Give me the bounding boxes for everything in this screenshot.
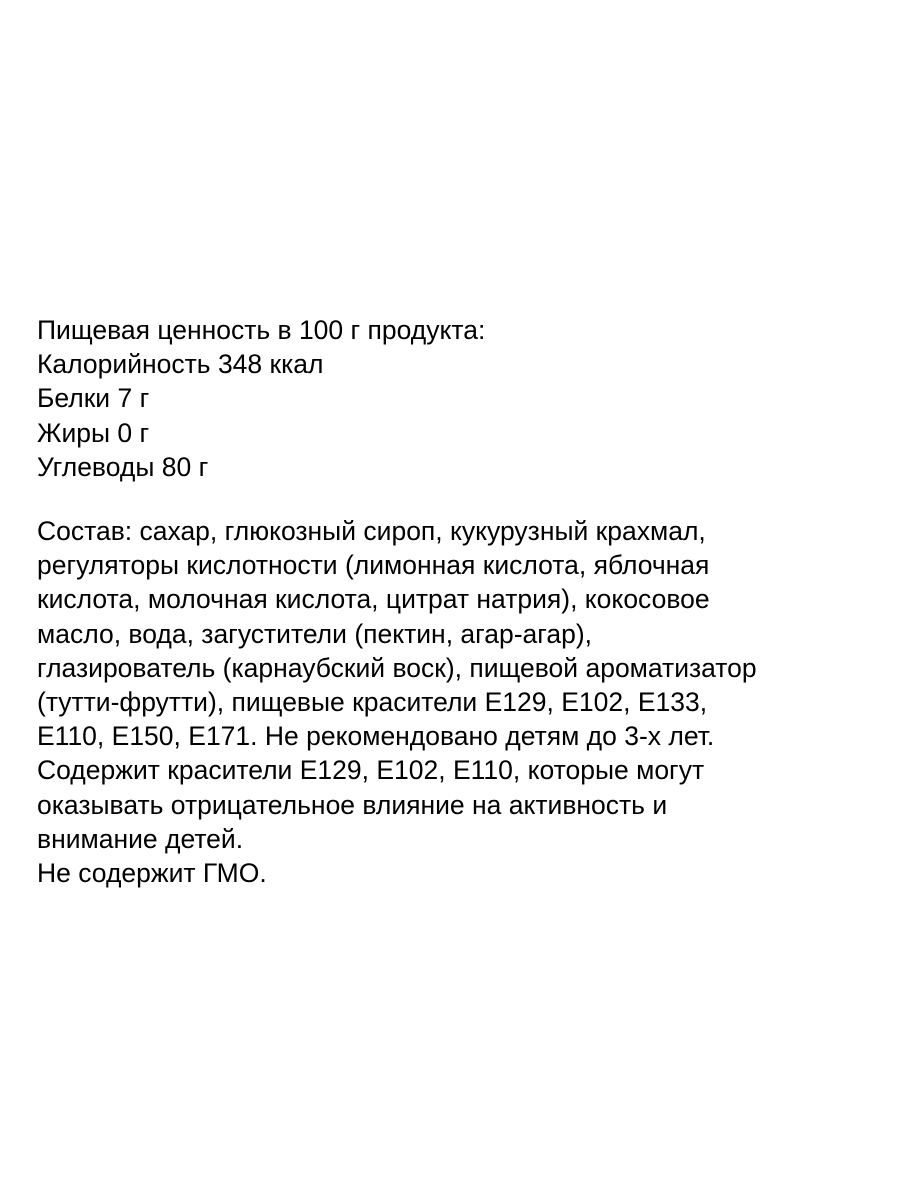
composition-line: кислота, молочная кислота, цитрат натрия), кокосовое (37, 584, 710, 615)
composition-line: (тутти-фрутти), пищевые красители E129, E102, E133, (37, 687, 708, 718)
composition-line: внимание детей. (37, 823, 244, 854)
composition-line: E110, E150, E171. Не рекомендовано детям до 3-х лет. (37, 721, 715, 752)
nutrition-facts (37, 313, 877, 484)
nutrition-calories: Калорийность 348 ккал (37, 349, 324, 380)
composition-line: глазирователь (карнаубский воск), пищевой ароматизатор (37, 652, 757, 683)
nutrition-protein: Белки 7 г (37, 383, 150, 414)
nutrition-fat: Жиры 0 г (37, 417, 150, 448)
composition-line: масло, вода, загустители (пектин, агар-агар), (37, 618, 593, 649)
ingredients-composition (37, 514, 877, 890)
composition-line: Содержит красители E129, E102, E110, которые могут (37, 755, 705, 786)
composition-line: оказывать отрицательное влияние на активность и (37, 789, 668, 820)
composition-line: Состав: сахар, глюкозный сироп, кукурузный крахмал, (37, 516, 706, 546)
nutrition-heading: Пищевая ценность в 100 г продукта: (37, 315, 486, 345)
composition-line: регуляторы кислотности (лимонная кислота, яблочная (37, 550, 710, 581)
gmo-statement: Не содержит ГМО. (37, 858, 267, 889)
nutrition-carbs: Углеводы 80 г (37, 451, 209, 482)
